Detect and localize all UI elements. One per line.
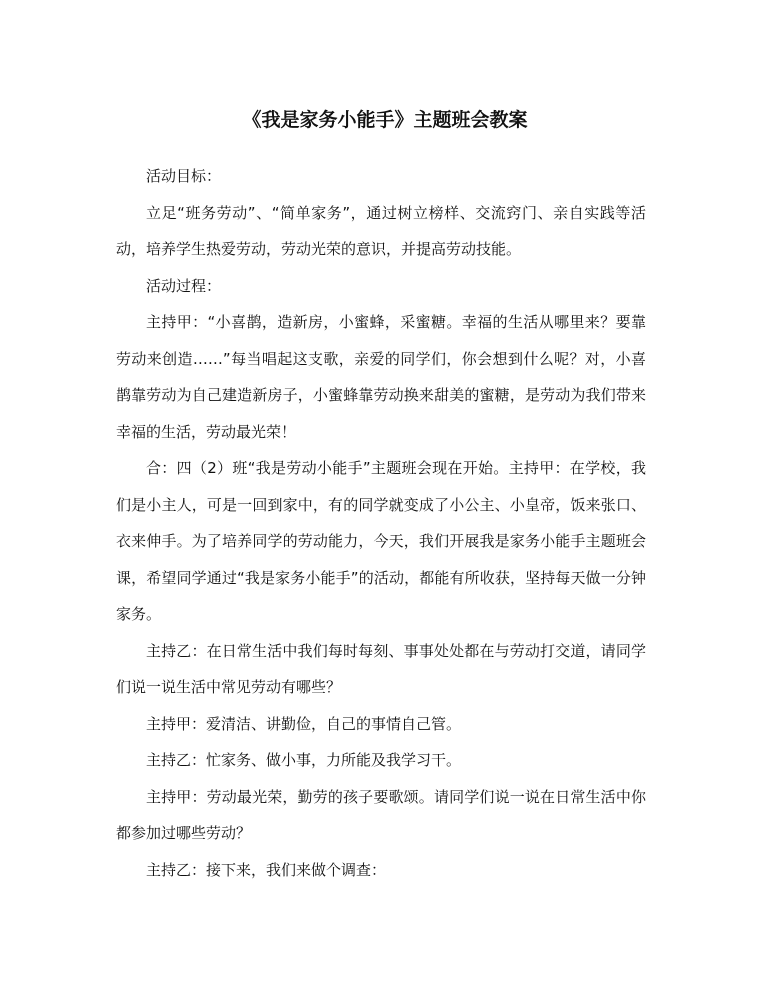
document-title: 《我是家务小能手》主题班会教案 [242, 109, 528, 131]
paragraph-together-opening: 合：四（2）班“我是劳动小能手”主题班会现在开始。主持甲：在学校，我们是小主人，可是一回到家中，有的同学就变成了小公主、小皇帝，饭来张口、衣来伸手。为了培养同学的劳动能力，今天，我们开展我是家务小能手主题班会课，希望同学通过“我是家务小能手”的活动，都能有所收获，坚持每天做一分钟家务。 [116, 459, 646, 623]
paragraph-host-b-survey: 主持乙：接下来，我们来做个调查： [146, 860, 387, 879]
paragraph-host-a-intro: 主持甲：“小喜鹊，造新房，小蜜蜂，采蜜糖。幸福的生活从哪里来？要靠劳动来创造……”每当唱起这支歌，亲爱的同学们，你会想到什么呢？对，小喜鹊靠劳动为自己建造新房子，小蜜蜂靠劳动换来甜美的蜜糖，是劳动为我们带来幸福的生活，劳动最光荣！ [116, 313, 646, 441]
paragraph-activity-goal: 立足“班务劳动”、“简单家务”，通过树立榜样、交流窍门、亲自实践等活动，培养学生热爱劳动，劳动光荣的意识，并提高劳动技能。 [116, 203, 646, 258]
paragraph-host-a-question: 主持甲：劳动最光荣，勤劳的孩子要歌颂。请同学们说一说在日常生活中你都参加过哪些劳动？ [116, 787, 646, 842]
paragraph-activity-goal-heading: 活动目标： [146, 167, 222, 185]
paragraph-host-b-question: 主持乙：在日常生活中我们每时每刻、事事处处都在与劳动打交道，请同学们说一说生活中常见劳动有哪些？ [116, 641, 646, 696]
document-body [116, 158, 646, 888]
paragraph-host-a-line: 主持甲：爱清洁、讲勤俭，自己的事情自己管。 [146, 714, 462, 733]
paragraph-activity-process-heading: 活动过程： [146, 276, 222, 295]
paragraph-host-b-line: 主持乙：忙家务、做小事，力所能及我学习干。 [146, 751, 462, 769]
